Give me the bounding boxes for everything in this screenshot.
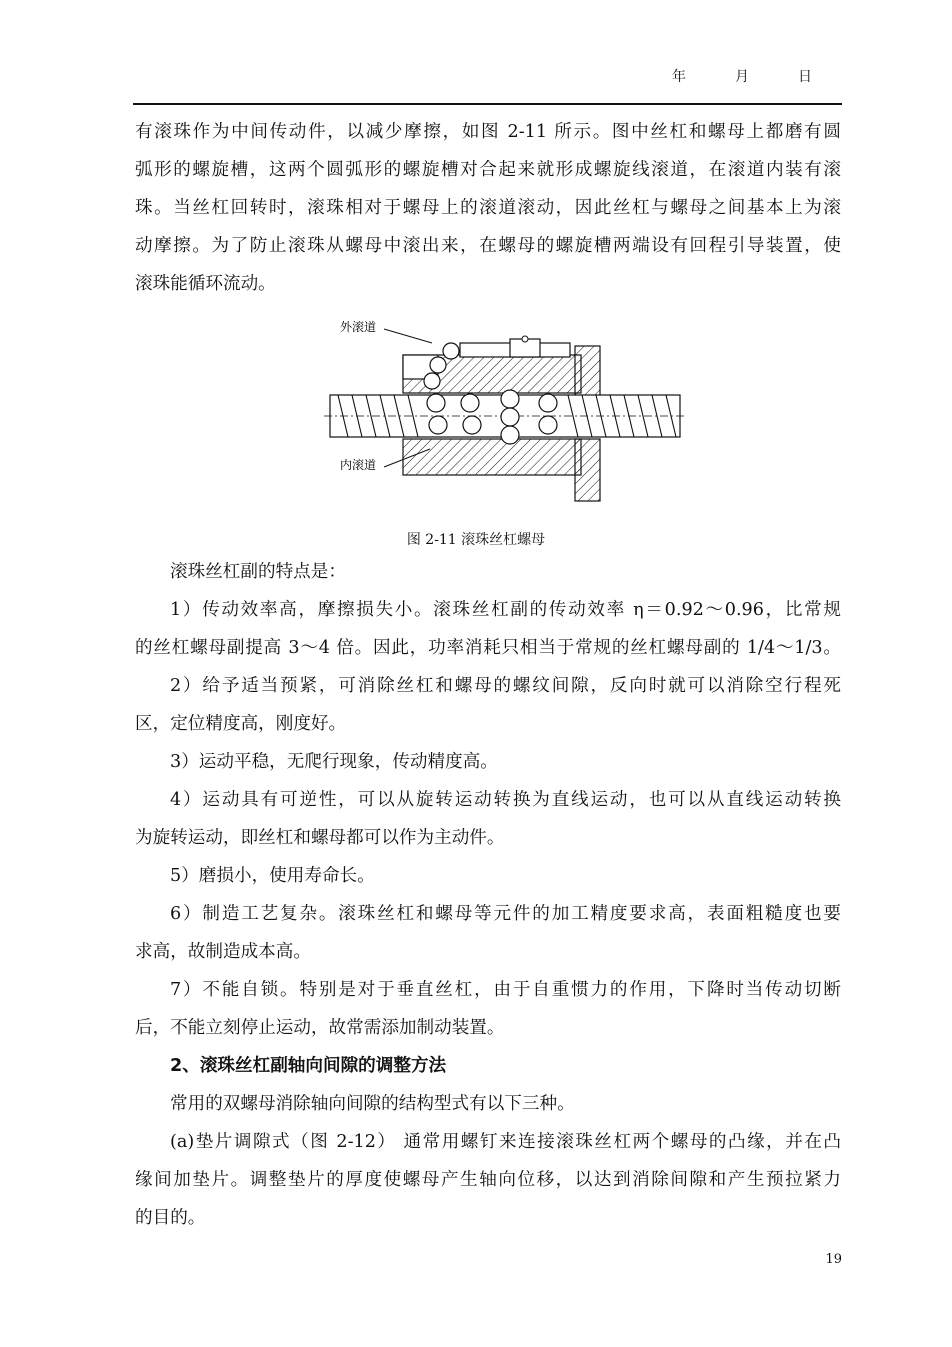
header-date	[672, 66, 812, 86]
intro-line-1: 有滚珠作为中间传动件，以减少摩擦，如图 2-11 所示。图中丝杠和螺母上都磨有圆	[135, 122, 841, 142]
ball-screw-figure	[320, 313, 690, 513]
feature-line-2: 的丝杠螺母副提高 3～4 倍。因此，功率消耗只相当于常规的丝杠螺母副的 1/4～1/3。	[135, 638, 841, 658]
feature-line-1: 1）传动效率高，摩擦损失小。滚珠丝杠副的传动效率 η＝0.92～0.96，比常规	[170, 600, 841, 620]
intro-line-3: 珠。当丝杠回转时，滚珠相对于螺母上的滚道滚动，因此丝杠与螺母之间基本上为滚	[135, 198, 841, 218]
section-2-line-1: (a)垫片调隙式（图 2-12） 通常用螺钉来连接滚珠丝杠两个螺母的凸缘，并在凸	[170, 1132, 841, 1152]
nut-lower-section	[403, 439, 581, 475]
section-2-line-3: 的目的。	[135, 1208, 206, 1228]
header-rule	[133, 103, 842, 105]
intro-line-5: 滚珠能循环流动。	[135, 274, 276, 294]
header-year: 年	[672, 69, 686, 85]
feature-line-9: 6）制造工艺复杂。滚珠丝杠和螺母等元件的加工精度要求高，表面粗糙度也要	[170, 904, 841, 924]
feature-line-7: 为旋转运动，即丝杠和螺母都可以作为主动件。	[135, 828, 505, 848]
outer-raceway-leader	[384, 329, 432, 343]
outer-raceway-label: 外滚道	[340, 320, 377, 334]
intro-line-2: 弧形的螺旋槽，这两个圆弧形的螺旋槽对合起来就形成螺旋线滚道，在滚道内装有滚	[135, 160, 841, 180]
section-2-line-2: 缘间加垫片。调整垫片的厚度使螺母产生轴向位移，以达到消除间隙和产生预拉紧力	[135, 1170, 841, 1190]
feature-line-8: 5）磨损小，使用寿命长。	[170, 866, 375, 886]
feature-line-12: 后，不能立刻停止运动，故常需添加制动装置。	[135, 1018, 505, 1038]
feature-line-5: 3）运动平稳，无爬行现象，传动精度高。	[170, 752, 498, 772]
intro-line-4: 动摩擦。为了防止滚珠从螺母中滚出来，在螺母的螺旋槽两端设有回程引导装置，使	[135, 236, 841, 256]
page-number: 19	[825, 1252, 842, 1267]
feature-line-11: 7）不能自锁。特别是对于垂直丝杠，由于自重惯力的作用，下降时当传动切断	[170, 980, 841, 1000]
nut-flange-right-top	[575, 346, 600, 396]
feature-line-4: 区，定位精度高，刚度好。	[135, 714, 347, 734]
feature-line-3: 2）给予适当预紧，可消除丝杠和螺母的螺纹间隙，反向时就可以消除空行程死	[170, 676, 841, 696]
section-2-intro: 常用的双螺母消除轴向间隙的结构型式有以下三种。	[170, 1094, 575, 1114]
fitting-screw	[522, 336, 528, 342]
feature-line-10: 求高，故制造成本高。	[135, 942, 311, 962]
header-month: 月	[735, 69, 749, 85]
features-title: 滚珠丝杠副的特点是：	[170, 562, 346, 582]
feature-line-6: 4）运动具有可逆性，可以从旋转运动转换为直线运动，也可以从直线运动转换	[170, 790, 841, 810]
figure-caption: 图 2-11 滚珠丝杠螺母	[406, 532, 546, 548]
section-2-heading: 2、滚珠丝杠副轴向间隙的调整方法	[170, 1056, 447, 1076]
nut-flange-right-bottom	[575, 439, 600, 501]
inner-raceway-label: 内滚道	[340, 458, 377, 472]
header-day: 日	[798, 69, 812, 85]
